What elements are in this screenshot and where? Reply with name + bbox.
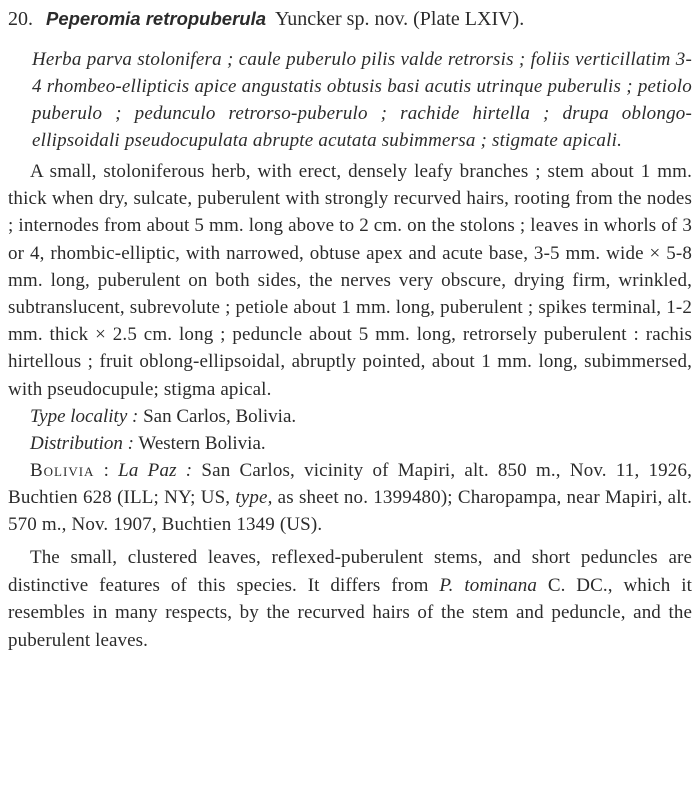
type-locality — [8, 403, 692, 430]
specimens-examined — [8, 457, 692, 539]
specimen-country: Bolivia — [30, 459, 95, 481]
specimen-type-word: type, — [235, 487, 273, 509]
specimen-text-2: as sheet no. 1399480); Charopampa, near Mapiri, alt. 570 m., Nov. 1907, Buchtien 1349 (US). — [8, 487, 692, 536]
distribution-label: Distribution : — [30, 432, 134, 454]
authority-and-plate: Yuncker sp. nov. (Plate LXIV). — [275, 8, 525, 30]
latin-diagnosis: Herba parva stolonifera ; caule puberulo pilis valde retrorsis ; foliis verticillatim 3-4 rhombeo-ellipticis apice angustatis obtusis basi acutis utrinque puberulis ; petiolo puberulo ; pedunculo retrorso-puberulo ; rachide hirtella ; drupa oblongo-ellipsoidali pseudocupulata abrupte acutata subimmersa ; stigmate apicali. — [32, 49, 692, 151]
compare-species-name: P. tominana — [439, 574, 537, 596]
entry-heading — [8, 4, 692, 34]
remarks-text-2: C. DC., which it resembles in many respects, by the recurved hairs of the stem and peduncle, and the puberulent leaves. — [8, 574, 693, 651]
specimen-department: La Paz : — [118, 459, 193, 481]
species-name: Peperomia retropuberula — [46, 8, 267, 29]
type-locality-label: Type locality : — [30, 405, 139, 427]
english-description: A small, stoloniferous herb, with erect, densely leafy branches ; stem about 1 mm. thick when dry, sulcate, puberulent with strongly recurved hairs, rooting from the nodes ; internodes from about 5 mm. long above to 2 cm. on the stolons ; leaves in whorls of 3 or 4, rhombic-elliptic, with narrowed, obtuse apex and acute base, 3-5 mm. wide × 5-8 mm. long, puberulent on both sides, the nerves very obscure, drying firm, wrinkled, subtranslucent, subrevolute ; petiole about 1 mm. long, puberulent ; spikes terminal, 1-2 mm. thick × 2.5 cm. long ; peduncle about 5 mm. long, retrorsely puberulent : rachis hirtellous ; fruit oblong-ellipsoidal, abruptly pointed, about 1 mm. long, subimmersed, with pseudocupule; stigma apical. — [8, 161, 692, 400]
species-entry — [8, 4, 692, 654]
entry-number: 20. — [8, 8, 33, 30]
remarks — [8, 544, 692, 654]
distribution-value: Western Bolivia. — [138, 432, 266, 454]
specimen-text-1: San Carlos, vicinity of Mapiri, alt. 850 m., Nov. 11, 1926, Buchtien 628 (ILL; NY; US, — [8, 459, 692, 509]
remarks-text-1: The small, clustered leaves, reflexed-puberulent stems, and short peduncles are distinctive features of this species. It differs from — [8, 547, 692, 596]
specimen-separator: : — [94, 459, 119, 481]
distribution — [8, 430, 692, 457]
type-locality-value: San Carlos, Bolivia. — [143, 405, 297, 427]
